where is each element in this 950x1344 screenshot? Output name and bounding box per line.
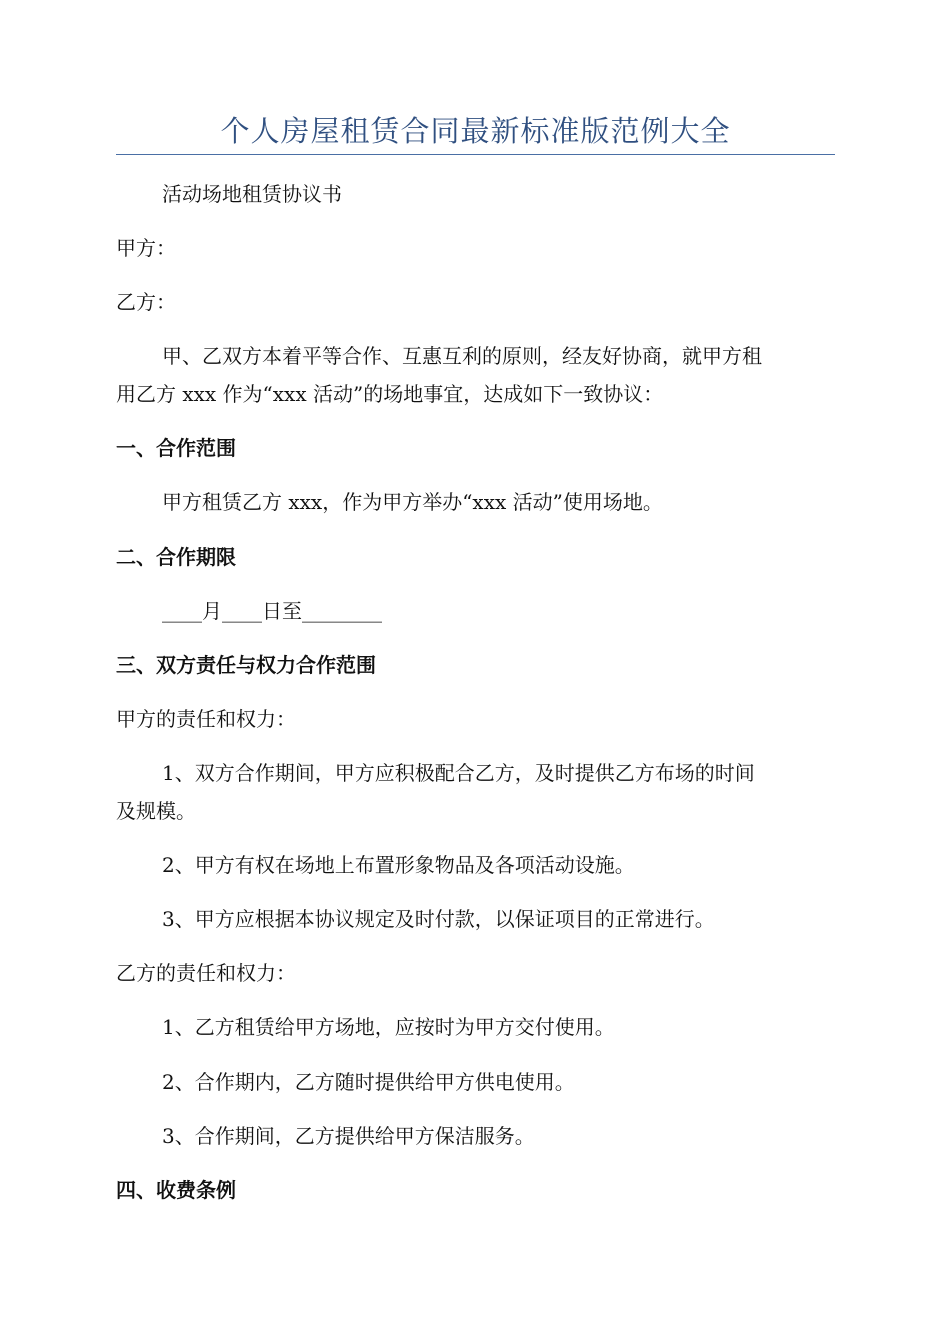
intro-line-2: 用乙方 xxx 作为“xxx 活动”的场地事宜，达成如下一致协议： <box>116 382 664 406</box>
party-b-duties-label: 乙方的责任和权力： <box>116 961 296 985</box>
section-2-heading: 二、合作期限 <box>116 545 236 569</box>
party-a-item-1-line-2: 及规模。 <box>116 799 196 823</box>
intro-line-1: 甲、乙双方本着平等合作、互惠互利的原则，经友好协商，就甲方租 <box>162 344 762 368</box>
party-a-item-3: 3、甲方应根据本协议规定及时付款，以保证项目的正常进行。 <box>162 907 715 931</box>
party-a-item-1 <box>116 754 835 830</box>
party-a-label: 甲方： <box>116 236 176 260</box>
party-b-item-3: 3、合作期间，乙方提供给甲方保洁服务。 <box>162 1124 535 1148</box>
section-3-heading: 三、双方责任与权力合作范围 <box>116 653 376 677</box>
party-b-item-1: 1、乙方租赁给甲方场地，应按时为甲方交付使用。 <box>162 1015 615 1039</box>
party-a-item-2: 2、甲方有权在场地上布置形象物品及各项活动设施。 <box>162 853 635 877</box>
section-4-heading: 四、收费条例 <box>116 1178 236 1202</box>
intro-paragraph <box>116 337 835 413</box>
agreement-subtitle: 活动场地租赁协议书 <box>162 182 342 206</box>
section-1-heading: 一、合作范围 <box>116 436 236 460</box>
party-a-item-1-line-1: 1、双方合作期间，甲方应积极配合乙方，及时提供乙方布场的时间 <box>162 761 755 785</box>
title-underline <box>116 154 835 155</box>
party-b-item-2: 2、合作期内，乙方随时提供给甲方供电使用。 <box>162 1070 575 1094</box>
document-title: 个人房屋租赁合同最新标准版范例大全 <box>220 114 731 148</box>
party-a-duties-label: 甲方的责任和权力： <box>116 707 296 731</box>
party-b-label: 乙方： <box>116 290 176 314</box>
section-2-date-range: ____月____日至________ <box>162 599 382 623</box>
section-1-body: 甲方租赁乙方 xxx，作为甲方举办“xxx 活动”使用场地。 <box>162 490 663 514</box>
